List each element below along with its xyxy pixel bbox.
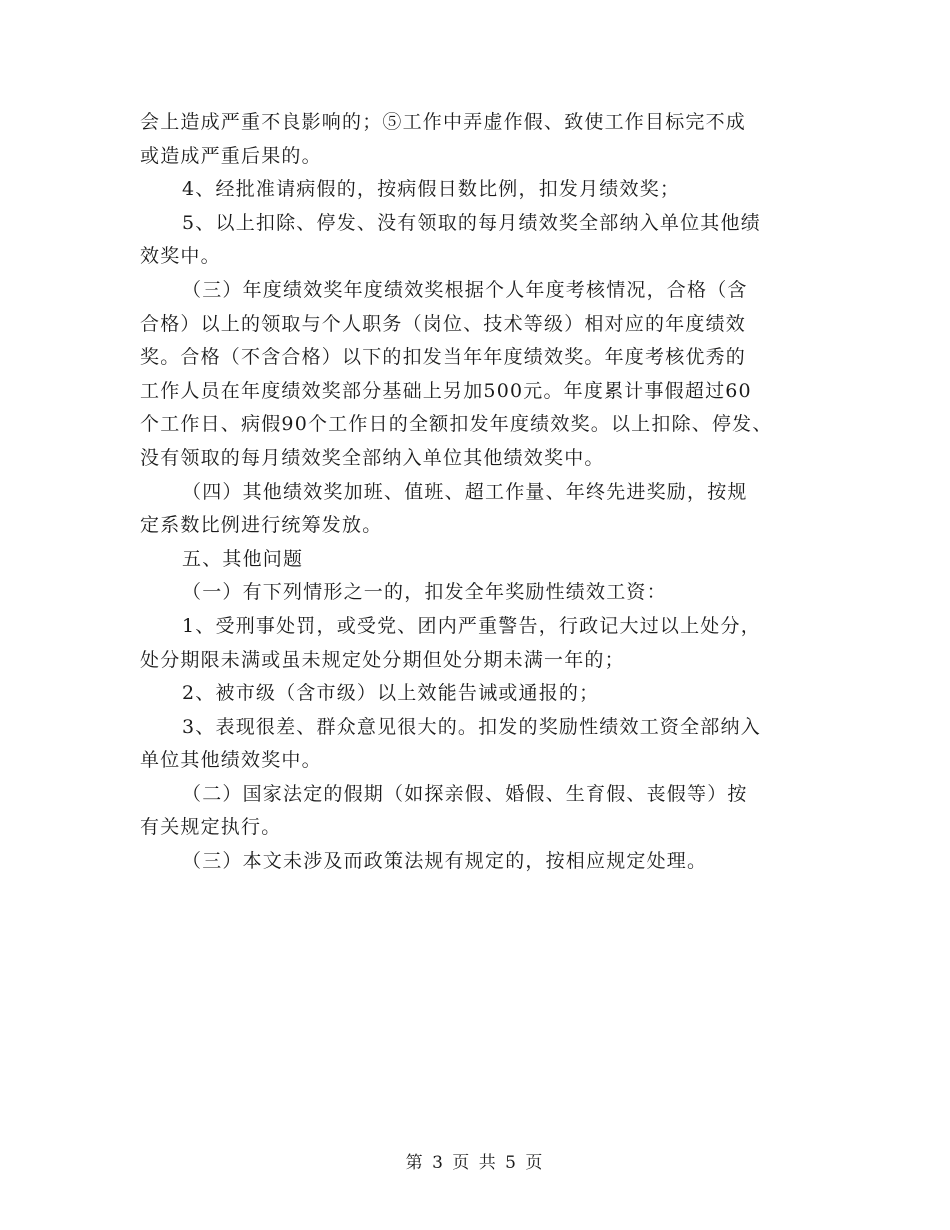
text-line: 3、表现很差、群众意见很大的。扣发的奖励性绩效工资全部纳入: [182, 715, 761, 738]
text-line: 没有领取的每月绩效奖全部纳入单位其他绩效奖中。: [140, 446, 605, 469]
text-line: 工作人员在年度绩效奖部分基础上另加500元。年度累计事假超过60: [140, 379, 752, 402]
text-line: 奖。合格（不含合格）以下的扣发当年年度绩效奖。年度考核优秀的: [140, 346, 747, 369]
text-line: （二）国家法定的假期（如探亲假、婚假、生育假、丧假等）按: [182, 782, 748, 805]
text-line: 5、以上扣除、停发、没有领取的每月绩效奖全部纳入单位其他绩: [182, 211, 761, 234]
text-line: （三）年度绩效奖年度绩效奖根据个人年度考核情况，合格（含: [182, 278, 748, 301]
text-line: （四）其他绩效奖加班、值班、超工作量、年终先进奖励，按规: [182, 480, 748, 503]
page-number-footer: 第 3 页 共 5 页: [405, 1153, 545, 1173]
text-line: 有关规定执行。: [140, 816, 282, 839]
text-line: 单位其他绩效奖中。: [140, 749, 322, 772]
document-body: [140, 106, 810, 879]
text-line: 会上造成严重不良影响的；⑤工作中弄虚作假、致使工作目标完不成: [140, 111, 747, 133]
text-line: 合格）以上的领取与个人职务（岗位、技术等级）相对应的年度绩效: [140, 312, 747, 335]
text-line: 4、经批准请病假的，按病假日数比例，扣发月绩效奖；: [182, 178, 681, 201]
text-line: （三）本文未涉及而政策法规有规定的，按相应规定处理。: [182, 850, 708, 873]
text-line: 定系数比例进行统筹发放。: [140, 514, 383, 537]
text-line: （一）有下列情形之一的，扣发全年奖励性绩效工资：: [182, 581, 667, 604]
text-line: 1、受刑事处罚，或受党、团内严重警告，行政记大过以上处分，: [182, 614, 761, 637]
section-heading: 五、其他问题: [182, 547, 304, 570]
text-line: 处分期限未满或虽未规定处分期但处分期未满一年的；: [140, 648, 625, 671]
text-line: 2、被市级（含市级）以上效能告诫或通报的；: [182, 682, 600, 705]
text-line: 个工作日、病假90个工作日的全额扣发年度绩效奖。以上扣除、停发、: [140, 413, 773, 436]
text-line: 或造成严重后果的。: [140, 144, 322, 167]
text-line: 效奖中。: [140, 245, 221, 268]
